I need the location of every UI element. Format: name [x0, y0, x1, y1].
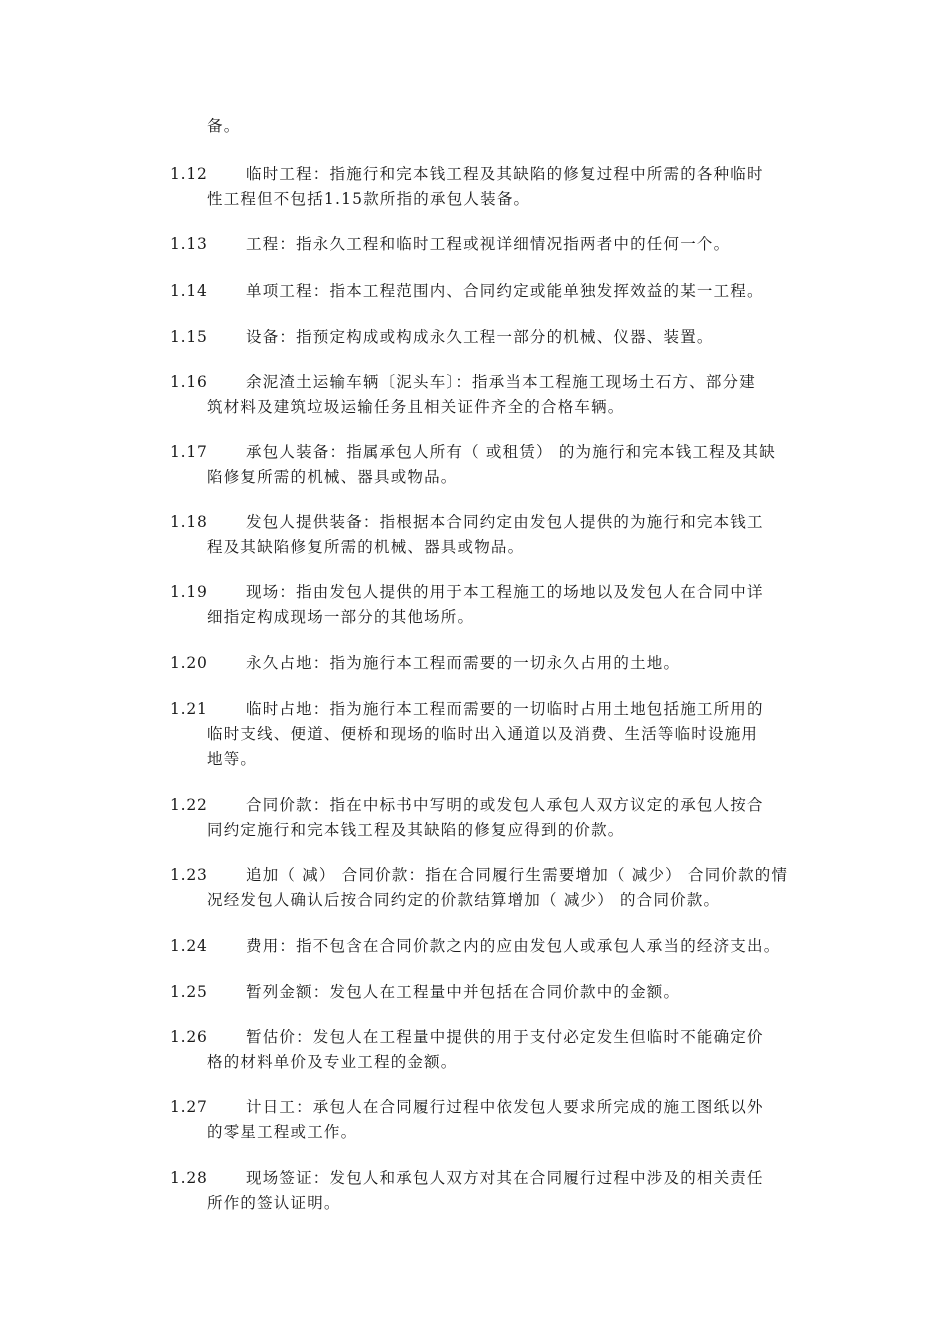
- clause-text-continuation: [207, 722, 758, 772]
- clause-text-line: 陷修复所需的机械、器具或物品。: [207, 468, 458, 486]
- clause-number: 1.22: [170, 796, 208, 814]
- clause-text-first-line: 暂列金额：发包人在工程量中并包括在合同价款中的金额。: [246, 983, 681, 1001]
- clause-number: 1.23: [170, 866, 208, 884]
- clause-text-line: 的零星工程或工作。: [207, 1123, 358, 1141]
- clause-text-first-line: 现场：指由发包人提供的用于本工程施工的场地以及发包人在合同中详: [246, 583, 764, 601]
- clause-number: 1.19: [170, 583, 208, 601]
- clause-text-continuation: [207, 1191, 341, 1216]
- clause-text-continuation: [207, 818, 625, 843]
- clause-text-continuation: [207, 1050, 458, 1075]
- clause-text-first-line: 永久占地：指为施行本工程而需要的一切永久占用的土地。: [246, 654, 681, 672]
- clause-text-line: 地等。: [207, 750, 258, 768]
- clause-text-first-line: 费用：指不包含在合同价款之内的应由发包人或承包人承当的经济支出。: [246, 937, 781, 955]
- clause-number: 1.27: [170, 1098, 208, 1116]
- clause-text-continuation: [207, 465, 458, 490]
- clause-number: 1.25: [170, 983, 208, 1001]
- clause-text-line: 性工程但不包括1.15款所指的承包人装备。: [207, 190, 531, 208]
- clause-text-line: 格的材料单价及专业工程的金额。: [207, 1053, 458, 1071]
- clause-number: 1.14: [170, 282, 208, 300]
- clause-text-line: 筑材料及建筑垃圾运输任务且相关证件齐全的合格车辆。: [207, 398, 625, 416]
- clause-text-first-line: 现场签证：发包人和承包人双方对其在合同履行过程中涉及的相关责任: [246, 1169, 764, 1187]
- clause-number: 1.17: [170, 443, 208, 461]
- clause-text-continuation: [207, 395, 625, 420]
- clause-text-first-line: 临时占地：指为施行本工程而需要的一切临时占用土地包括施工所用的: [246, 700, 764, 718]
- clause-text-continuation: [207, 605, 474, 630]
- clause-text-line: 程及其缺陷修复所需的机械、器具或物品。: [207, 538, 525, 556]
- clause-text-first-line: 工程：指永久工程和临时工程或视详细情况指两者中的任何一个。: [246, 235, 731, 253]
- clause-text-first-line: 单项工程：指本工程范围内、合同约定或能单独发挥效益的某一工程。: [246, 282, 764, 300]
- clause-text-line: 同约定施行和完本钱工程及其缺陷的修复应得到的价款。: [207, 821, 625, 839]
- clause-number: 1.21: [170, 700, 208, 718]
- clause-number: 1.20: [170, 654, 208, 672]
- clause-text-continuation: [207, 187, 530, 212]
- clause-text-first-line: 临时工程：指施行和完本钱工程及其缺陷的修复过程中所需的各种临时: [246, 165, 764, 183]
- clause-text-line: 况经发包人确认后按合同约定的价款结算增加（ 减少） 的合同价款。: [207, 891, 721, 909]
- clause-text-continuation: [207, 888, 720, 913]
- continuation-line: 备。: [207, 117, 241, 135]
- clause-text-first-line: 发包人提供装备：指根据本合同约定由发包人提供的为施行和完本钱工: [246, 513, 764, 531]
- clause-text-continuation: [207, 1120, 357, 1145]
- clause-number: 1.12: [170, 165, 208, 183]
- clause-number: 1.24: [170, 937, 208, 955]
- clause-number: 1.16: [170, 373, 208, 391]
- clause-text-line: 细指定构成现场一部分的其他场所。: [207, 608, 475, 626]
- clause-number: 1.13: [170, 235, 208, 253]
- clause-text-first-line: 余泥渣土运输车辆〔泥头车〕：指承当本工程施工现场土石方、部分建: [246, 373, 756, 391]
- clause-text-first-line: 暂估价：发包人在工程量中提供的用于支付必定发生但临时不能确定价: [246, 1028, 764, 1046]
- clause-number: 1.18: [170, 513, 208, 531]
- clause-text-first-line: 合同价款：指在中标书中写明的或发包人承包人双方议定的承包人按合: [246, 796, 764, 814]
- clause-text-line: 临时支线、便道、便桥和现场的临时出入通道以及消费、生活等临时设施用: [207, 725, 759, 743]
- clause-text-first-line: 计日工：承包人在合同履行过程中依发包人要求所完成的施工图纸以外: [246, 1098, 764, 1116]
- clause-number: 1.15: [170, 328, 208, 346]
- clause-text-first-line: 设备：指预定构成或构成永久工程一部分的机械、仪器、装置。: [246, 328, 714, 346]
- clause-text-continuation: [207, 535, 524, 560]
- clause-number: 1.28: [170, 1169, 208, 1187]
- clause-text-line: 所作的签认证明。: [207, 1194, 341, 1212]
- clause-text-first-line: 承包人装备：指属承包人所有（ 或租赁） 的为施行和完本钱工程及其缺: [246, 443, 776, 461]
- clause-text-first-line: 追加（ 减） 合同价款：指在合同履行生需要增加（ 减少） 合同价款的情: [246, 866, 789, 884]
- clause-number: 1.26: [170, 1028, 208, 1046]
